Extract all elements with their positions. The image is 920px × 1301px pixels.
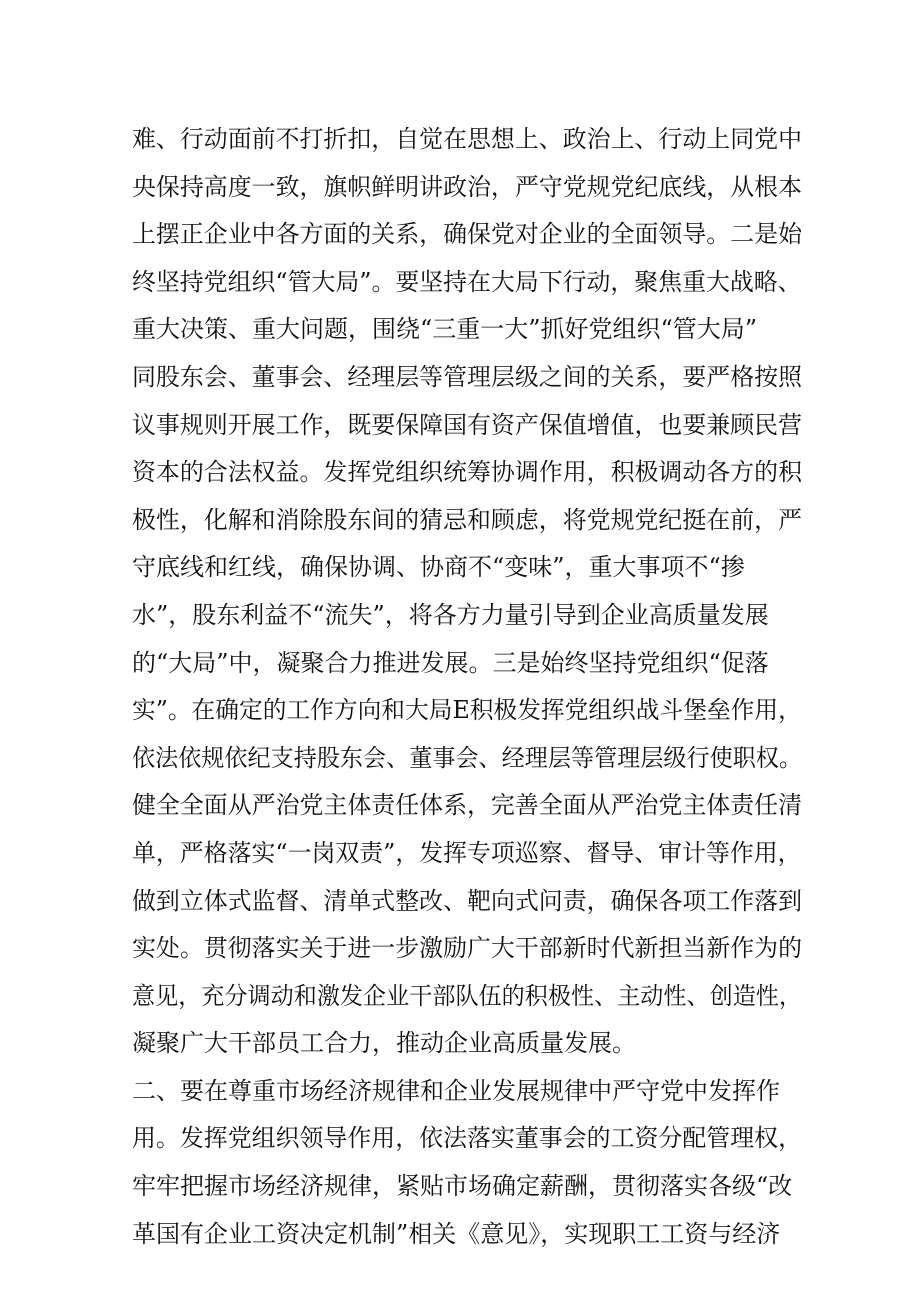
text-line: 央保持高度一致，旗帜鲜明讲政治，严守党规党纪底线，从根本 bbox=[132, 172, 802, 201]
text-line: 实”。在确定的工作方向和大局E积极发挥党组织战斗堡垒作用， bbox=[132, 696, 802, 725]
text-line: 上摆正企业中各方面的关系，确保党对企业的全面领导。二是始 bbox=[132, 220, 802, 249]
text-line: 革国有企业工资决定机制”相关《意见》，实现职工工资与经济 bbox=[132, 1219, 781, 1248]
text-line: 水”，股东利益不“流失”，将各方力量引导到企业高质量发展 bbox=[132, 600, 769, 629]
text-line: 意见，充分调动和激发企业干部队伍的积极性、主动性、创造性， bbox=[132, 981, 802, 1010]
text-line: 难、行动面前不打折扣，自觉在思想上、政治上、行动上同党中 bbox=[132, 125, 802, 153]
text-line: 的“大局”中，凝聚合力推进发展。三是始终坚持党组织“促落 bbox=[132, 648, 769, 677]
text-line: 单，严格落实“一岗双责”，发挥专项巡察、督导、审计等作用， bbox=[132, 838, 802, 867]
text-line: 牢牢把握市场经济规律，紧贴市场确定薪酬，贯彻落实各级“改 bbox=[132, 1172, 793, 1201]
section-heading-line: 二、要在尊重市场经济规律和企业发展规律中严守党中发挥作 bbox=[132, 1076, 780, 1105]
text-line: 议事规则开展工作，既要保障国有资产保值增值，也要兼顾民营 bbox=[132, 410, 802, 439]
text-line: 终坚持党组织“管大局”。要坚持在大局下行动，聚焦重大战略、 bbox=[132, 267, 802, 296]
text-line: 用。发挥党组织领导作用，依法落实董事会的工资分配管理权， bbox=[132, 1124, 802, 1153]
text-line: 同股东会、董事会、经理层等管理层级之间的关系，要严格按照 bbox=[132, 362, 802, 391]
text-line: 依法依规依纪支持股东会、董事会、经理层等管理层级行使职权。 bbox=[132, 743, 802, 772]
text-line: 实处。贯彻落实关于进一步激励广大干部新时代新担当新作为的 bbox=[132, 934, 802, 963]
text-line: 极性，化解和消除股东间的猜忌和顾虑，将党规党纪挺在前，严 bbox=[132, 505, 802, 534]
text-line: 重大决策、重大问题，围绕“三重一大”抓好党组织“管大局” bbox=[132, 315, 758, 344]
text-line: 资本的合法权益。发挥党组织统筹协调作用，积极调动各方的积 bbox=[132, 458, 802, 487]
text-line: 做到立体式监督、清单式整改、靶向式问责，确保各项工作落到 bbox=[132, 886, 802, 915]
body-text bbox=[132, 116, 802, 1258]
text-line: 凝聚广大干部员工合力，推动企业高质量发展。 bbox=[132, 1029, 636, 1058]
text-line: 健全全面从严治党主体责任体系，完善全面从严治党主体责任清 bbox=[132, 791, 802, 820]
text-line: 守底线和红线，确保协调、协商不“变味”，重大事项不“掺 bbox=[132, 553, 745, 582]
